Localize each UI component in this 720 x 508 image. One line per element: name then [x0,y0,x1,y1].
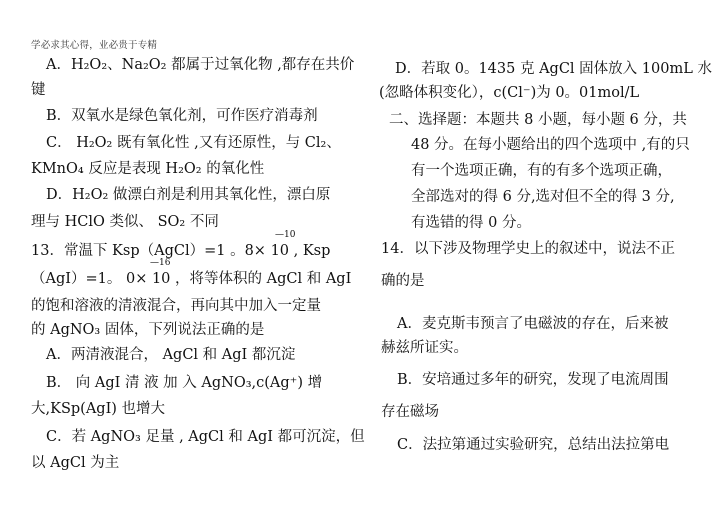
q13-option-c-line1: C．若 AgNO₃ 足量 , AgCl 和 AgI 都可沉淀，但 [46,429,365,445]
section2-intro-line3: 有一个选项正确，有的有多个选项正确， [411,163,672,179]
q12-option-a-line2: 键 [31,82,46,98]
q13-option-c-line2: 以 AgCl 为主 [31,455,120,471]
q13-stem-line4: 的 AgNO₃ 固体，下列说法正确的是 [31,322,265,338]
q13-option-d-line1: D．若取 0。1435 克 AgCl 固体放入 100mL 水 [395,61,712,77]
header-watermark: 学必求其心得，业必贵于专精 [31,40,158,51]
q14-option-c-line1: C．法拉第通过实验研究，总结出法拉第电 [397,437,670,453]
q12-option-a-line1: A．H₂O₂、Na₂O₂ 都属于过氧化物 ,都存在共价 [46,57,355,73]
q13-option-d-line2: (忽略体积变化），c(Cl⁻)为 0。01mol/L [379,85,640,101]
q13-option-b-line1: B． 向 AgI 清 液 加 入 AgNO₃,c(Ag⁺) 增 [46,375,323,391]
q12-option-b: B．双氧水是绿色氧化剂，可作医疗消毒剂 [46,108,318,124]
q12-option-d-line2: 理与 HClO 类似、 SO₂ 不同 [31,214,219,230]
q13-stem-line3: 的饱和溶液的清液混合，再向其中加入一定量 [31,298,321,314]
section2-intro-line4: 全部选对的得 6 分,选对但不全的得 3 分, [411,189,675,205]
q13-option-a: A．两清液混合， AgCl 和 AgI 都沉淀 [46,347,296,363]
q14-option-b-line2: 存在磁场 [381,404,439,420]
section2-intro-line2: 48 分。在每小题给出的四个选项中 ,有的只 [411,137,690,153]
q12-option-d-line1: D．H₂O₂ 做漂白剂是利用其氧化性，漂白原 [46,187,331,203]
q13-stem-line1: 13．常温下 Ksp（AgCl）=1 。8× 10 , Ksp [31,243,331,259]
q13-exponent-2: —16 [150,258,171,268]
q13-exponent-1: —10 [275,230,296,240]
q12-option-c-line1: C． H₂O₂ 既有氧化性 ,又有还原性，与 Cl₂、 [46,135,341,151]
q13-option-b-line2: 大,KSp(AgI) 也增大 [31,401,166,417]
q14-stem-line1: 14．以下涉及物理学史上的叙述中，说法不正 [381,241,675,257]
q14-option-b-line1: B．安培通过多年的研究，发现了电流周围 [397,372,669,388]
q14-option-a-line1: A．麦克斯韦预言了电磁波的存在，后来被 [397,316,669,332]
section2-intro-line1: 二、选择题：本题共 8 小题，每小题 6 分，共 [389,112,687,128]
q12-option-c-line2: KMnO₄ 反应是表现 H₂O₂ 的氧化性 [31,161,265,177]
q14-option-a-line2: 赫兹所证实。 [381,340,468,356]
q14-stem-line2: 确的是 [381,273,425,289]
q13-stem-line2: （AgI）=1。 0× 10 ，将等体积的 AgCl 和 AgI [31,271,352,287]
section2-intro-line5: 有选错的得 0 分。 [411,215,531,231]
